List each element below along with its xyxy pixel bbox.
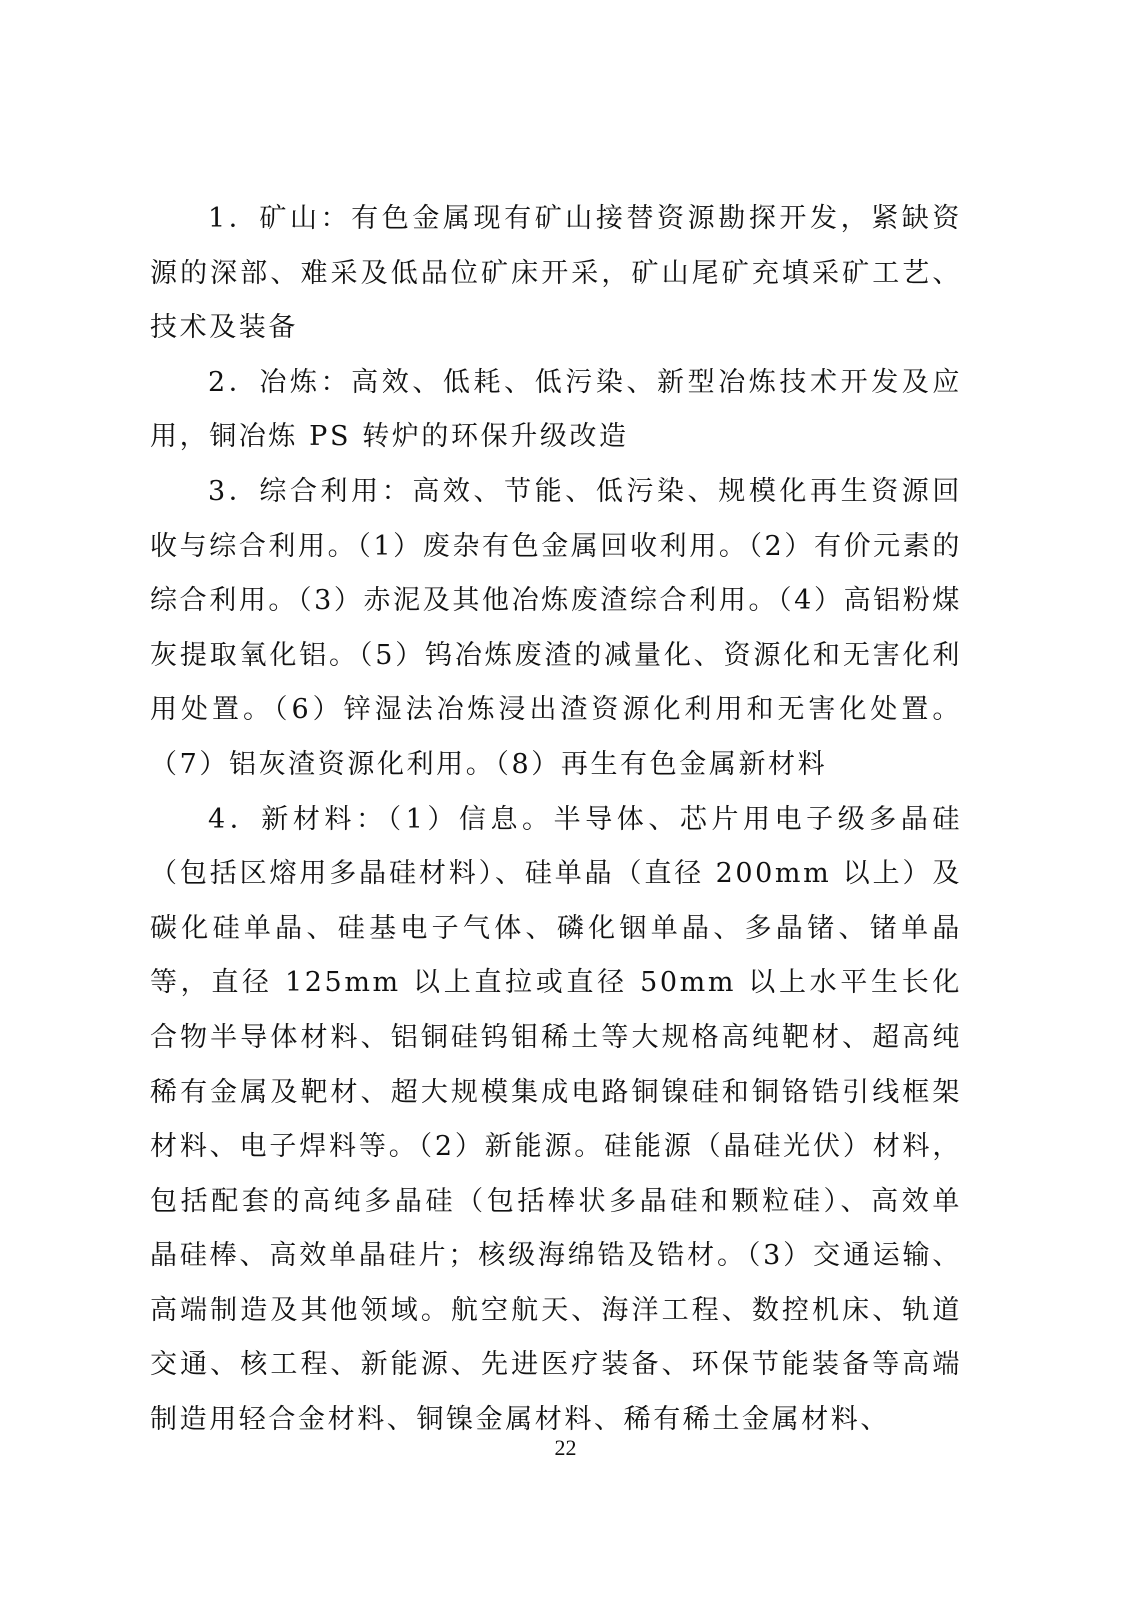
paragraph-new-materials: 4．新材料：（1）信息。半导体、芯片用电子级多晶硅（包括区熔用多晶硅材料）、硅单晶（直径 200mm 以上）及碳化硅单晶、硅基电子气体、磷化铟单晶、多晶锗、锗单晶等，直径 125mm 以上直拉或直径 50mm 以上水平生长化合物半导体材料、铝铜硅钨钼稀土等大规格高纯靶材、超高纯稀有金属及靶材、超大规模集成电路铜镍硅和铜铬锆引线框架材料、电子焊料等。（2）新能源。硅能源（晶硅光伏）材料，包括配套的高纯多晶硅（包括棒状多晶硅和颗粒硅）、高效单晶硅棒、高效单晶硅片；核级海绵锆及锆材。（3）交通运输、高端制造及其他领域。航空航天、海洋工程、数控机床、轨道交通、核工程、新能源、先进医疗装备、环保节能装备等高端制造用轻合金材料、铜镍金属材料、稀有稀土金属材料、 — [150, 803, 962, 1436]
page-number: 22 — [554, 1435, 577, 1460]
paragraph-comprehensive-utilization: 3．综合利用：高效、节能、低污染、规模化再生资源回收与综合利用。（1）废杂有色金属回收利用。（2）有价元素的综合利用。（3）赤泥及其他冶炼废渣综合利用。（4）高铝粉煤灰提取氧化铝。（5）钨冶炼废渣的减量化、资源化和无害化利用处置。（6）锌湿法冶炼浸出渣资源化利用和无害化处置。（7）铝灰渣资源化利用。（8）再生有色金属新材料 — [150, 475, 962, 780]
document-body — [150, 192, 962, 1448]
paragraph-smelting: 2．冶炼：高效、低耗、低污染、新型冶炼技术开发及应用，铜冶炼 PS 转炉的环保升级改造 — [150, 366, 962, 453]
paragraph-mining: 1．矿山：有色金属现有矿山接替资源勘探开发，紧缺资源的深部、难采及低品位矿床开采，矿山尾矿充填采矿工艺、技术及装备 — [150, 203, 962, 344]
